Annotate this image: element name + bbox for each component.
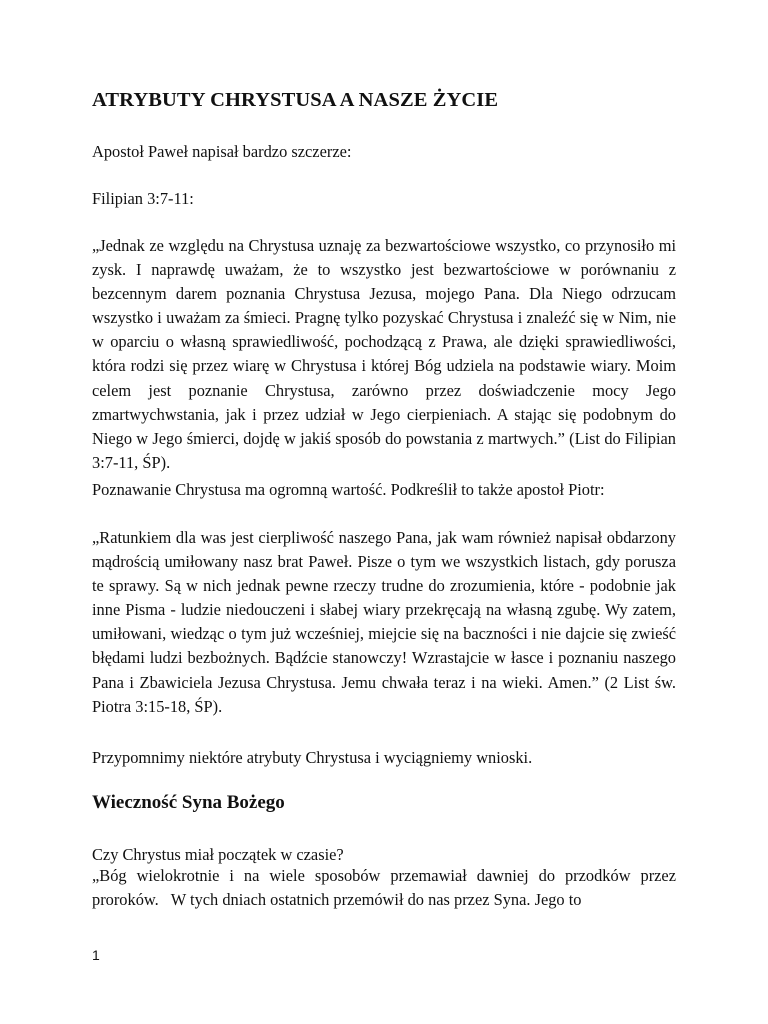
paragraph-reference: Filipian 3:7-11: xyxy=(92,189,194,208)
paragraph-quote-peter: „Ratunkiem dla was jest cierpliwość naszego Pana, jak wam również napisał obdarzony mądrością umiłowany nasz brat Paweł. Pisze o tym we wszystkich listach, gdy porusza te sprawy. Są w nich jednak pewne rzeczy trudne do zrozumienia, które - podobnie jak inne Pisma - ludzie niedouczeni i słabej wiary przekręcają na własną zgubę. Wy zatem, umiłowani, wiedząc o tym już wcześniej, miejcie się na baczności i nie dajcie się zwieść błędami ludzi bezbożnych. Bądźcie stanowczy! Wzrastajcie w łasce i poznaniu naszego Pana i Zbawiciela Jezusa Chrystusa. Jemu chwała teraz i na wieki. Amen.” (2 List św. Piotra 3:15-18, ŚP). xyxy=(92,528,676,716)
paragraph-quote-hebrews: „Bóg wielokrotnie i na wiele sposobów przemawiał dawniej do przodków przez proroków. W tych dniach ostatnich przemówił do nas przez Syna. Jego to xyxy=(92,866,681,910)
paragraph-question: Czy Chrystus miał początek w czasie? xyxy=(92,845,344,864)
paragraph-intro: Apostoł Paweł napisał bardzo szczerze: xyxy=(92,142,352,161)
document-title: ATRYBUTY CHRYSTUSA A NASZE ŻYCIE xyxy=(92,89,499,111)
paragraph-knowing-christ: Poznawanie Chrystusa ma ogromną wartość. Podkreślił to także apostoł Piotr: xyxy=(92,480,605,499)
paragraph-attributes: Przypomnimy niektóre atrybuty Chrystusa i wyciągniemy wnioski. xyxy=(92,748,533,767)
paragraph-quote-philippians: „Jednak ze względu na Chrystusa uznaję za bezwartościowe wszystko, co przynosiło mi zysk. I naprawdę uważam, że to wszystko jest bezwartościowe w porównaniu z bezcennym darem poznania Chrystusa Jezusa, mojego Pana. Dla Niego odrzucam wszystko i uważam za śmieci. Pragnę tylko pozyskać Chrystusa i znaleźć się w Nim, nie w oparciu o własną sprawiedliwość, pochodzącą z Prawa, ale dzięki sprawiedliwości, która rodzi się przez wiarę w Chrystusa i której Bóg udziela na podstawie wiary. Moim celem jest poznanie Chrystusa, zarówno przez doświadczenie mocy Jego zmartwychwstania, jak i przez udział w Jego cierpieniach. A stając się podobnym do Niego w Jego śmierci, dojdę w jakiś sposób do powstania z martwych.” (List do Filipian 3:7-11, ŚP). xyxy=(92,236,676,472)
section-heading: Wieczność Syna Bożego xyxy=(92,792,285,813)
page-number: 1 xyxy=(92,947,100,963)
